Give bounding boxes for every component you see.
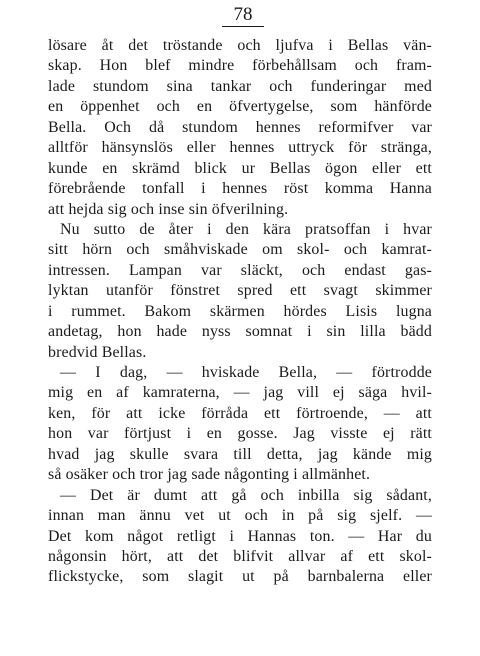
text-line: Nu sutto de åter i den kära pratsoffan i hvar (60, 220, 432, 238)
text-line: alltför hänsynslös eller hennes uttryck för stränga, (48, 139, 432, 157)
text-line: hon var förtjust i en gosse. Jag visste ej rätt (48, 425, 432, 443)
text-line: flickstycke, som slagit ut på barnbalerna eller (48, 568, 432, 586)
page-number-underline (222, 26, 264, 27)
text-line: lösare åt det tröstande och ljufva i Bellas vän- (48, 37, 432, 54)
text-line: andetag, hon hade nyss somnat i sin lilla bädd (48, 323, 432, 341)
text-line: skap. Hon blef mindre förbehållsam och fram- (48, 57, 432, 75)
text-line: mig en af kamraterna, — jag vill ej säga hvil- (48, 384, 432, 402)
text-line: kunde en skrämd blick ur Bellas ögon eller ett (48, 159, 432, 177)
text-line: förebrående tonfall i hennes röst komma Hanna (48, 180, 432, 198)
text-line: — Det är dumt att gå och inbilla sig sådant, (60, 486, 432, 504)
text-line: hvad jag skulle svara till detta, jag kände mig (48, 445, 432, 463)
text-line: Bella. Och då stundom hennes reformifver var (48, 118, 432, 136)
text-line: i rummet. Bakom skärmen hördes Lisis lugna (48, 302, 432, 320)
text-line: sitt hörn och småhviskade om skol- och kamrat- (48, 241, 432, 259)
text-line: så osäker och tror jag sade någonting i allmänhet. (48, 466, 371, 484)
text-line: — I dag, — hviskade Bella, — förtrodde (60, 364, 432, 381)
text-line: lade stundom sina tankar och funderingar med (48, 77, 432, 95)
page-number: 78 (233, 4, 253, 25)
text-line: någonsin hört, att det blifvit allvar af ett skol- (48, 547, 432, 565)
text-line: Det kom något retligt i Hannas ton. — Har du (48, 527, 432, 545)
body-text (48, 36, 432, 588)
text-line: en öppenhet och en öfvertygelse, som hänförde (48, 98, 432, 116)
text-line: lyktan utanför fönstret spred ett svagt skimmer (48, 282, 432, 300)
text-line: bredvid Bellas. (48, 343, 147, 361)
text-line: ken, för att icke förråda ett förtroende, — att (48, 404, 432, 422)
text-line: innan man ännu vet ut och in på sig sjelf. — (48, 507, 432, 525)
text-line: att hejda sig och inse sin öfverilning. (48, 200, 289, 218)
text-line: intressen. Lampan var släckt, och endast gas- (48, 261, 432, 279)
